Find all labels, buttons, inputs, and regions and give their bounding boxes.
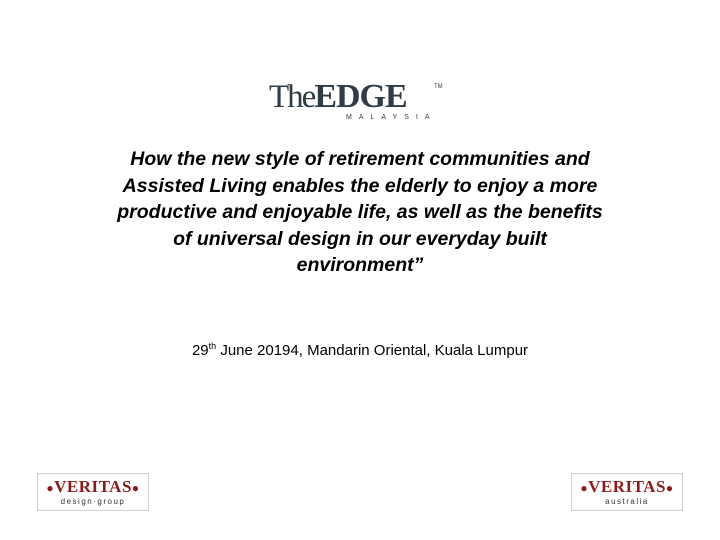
veritas-subtitle: design·group: [60, 497, 126, 506]
edge-logo-prefix: The: [269, 79, 315, 115]
veritas-subtitle: australia: [605, 497, 649, 506]
edge-logo-subtitle: MALAYSIA: [346, 114, 437, 121]
logo-dot-icon: ●: [46, 481, 55, 495]
veritas-design-group-logo: [37, 473, 149, 511]
edge-logo-wordmark: [269, 78, 407, 115]
logo-dot-icon: ●: [131, 481, 140, 495]
event-day-suffix: th: [208, 341, 217, 351]
veritas-word: VERITAS: [54, 477, 132, 496]
presentation-headline: How the new style of retirement communities and Assisted Living enables the elderly to enjoy a more productive and enjoyable life, as well as the benefits of universal design in our everyday built environment”: [117, 148, 603, 276]
the-edge-malaysia-logo: [269, 78, 444, 124]
logo-dot-icon: ●: [580, 481, 589, 495]
veritas-word: VERITAS: [588, 477, 666, 496]
trademark-mark: TM: [434, 84, 443, 90]
event-details: [100, 341, 620, 361]
logo-dot-icon: ●: [665, 481, 674, 495]
veritas-australia-logo: [571, 473, 683, 511]
edge-logo-word: EDGE: [314, 78, 407, 115]
event-day: 29: [191, 342, 209, 359]
event-date-location: June 20194, Mandarin Oriental, Kuala Lumpur: [216, 342, 529, 359]
